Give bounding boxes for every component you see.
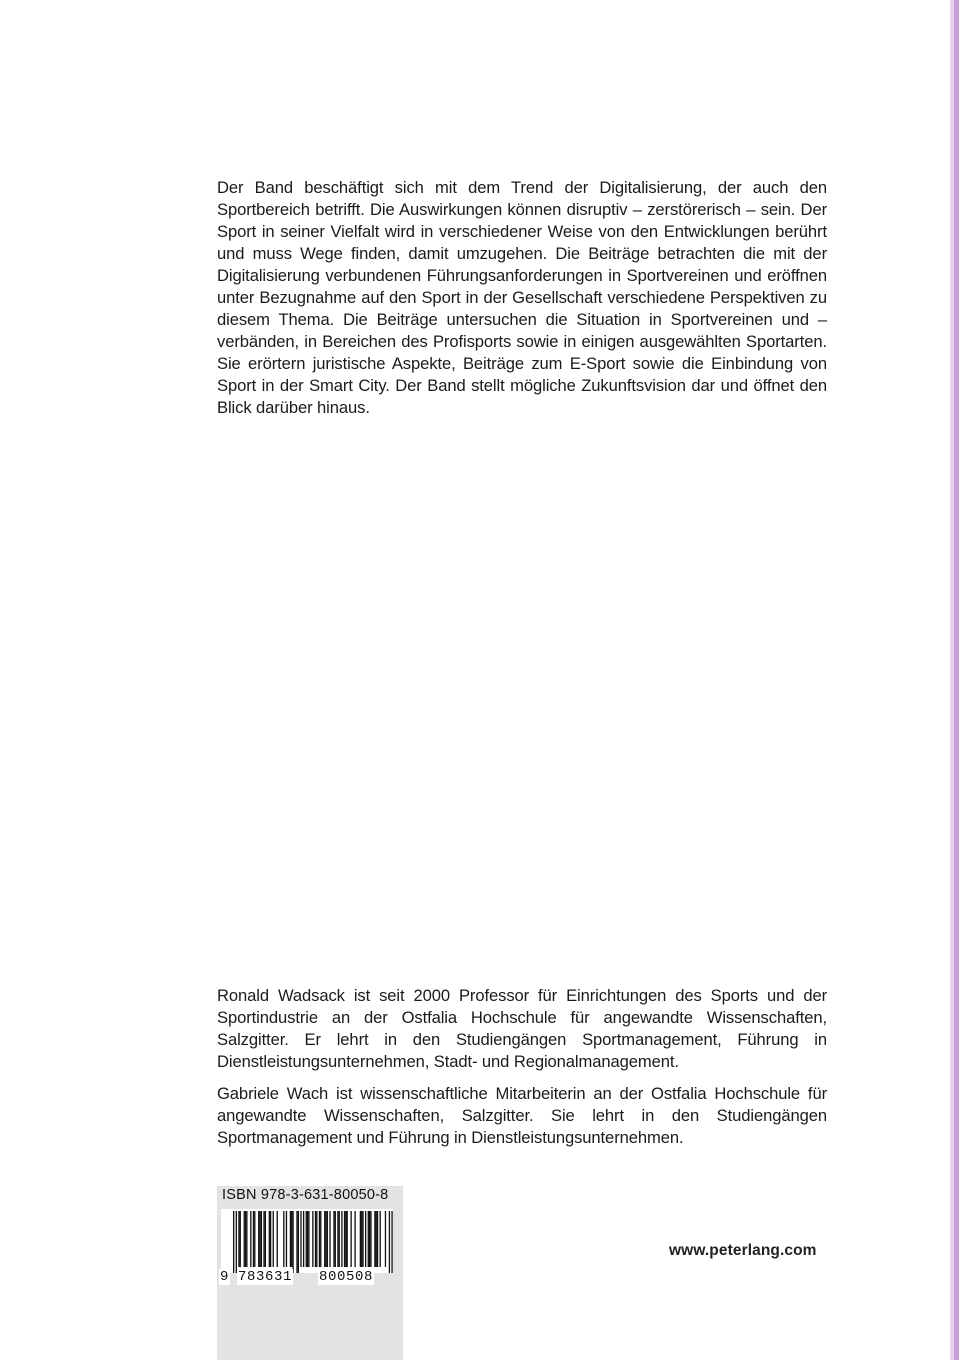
edge-color-strip — [950, 0, 959, 1360]
publisher-website[interactable]: www.peterlang.com — [669, 1242, 817, 1259]
barcode-bar — [370, 1211, 371, 1267]
barcode-first-digit: 9 — [220, 1269, 230, 1285]
barcode-digits-right: 800508 — [319, 1269, 374, 1285]
barcode-bar — [365, 1211, 366, 1267]
author-bio-wach — [217, 1083, 827, 1149]
barcode-bar — [341, 1211, 342, 1267]
barcode-bar — [238, 1211, 239, 1267]
barcode-bar — [265, 1211, 266, 1267]
barcode-bar — [246, 1211, 247, 1267]
barcode-bar — [263, 1211, 264, 1267]
barcode-bar — [273, 1211, 274, 1267]
barcode-bar — [377, 1211, 378, 1267]
barcode-bars — [221, 1209, 393, 1273]
barcode-bar — [259, 1211, 260, 1267]
barcode-bar — [254, 1211, 255, 1267]
barcode-bar — [374, 1211, 375, 1267]
barcode-bar — [240, 1211, 241, 1267]
isbn-label: ISBN 978-3-631-80050-8 — [222, 1187, 389, 1203]
author-bio-wadsack — [217, 985, 827, 1073]
barcode-bar — [236, 1211, 237, 1273]
barcode-bar — [350, 1211, 351, 1267]
barcode-bar — [389, 1211, 390, 1273]
barcode-bar — [361, 1211, 362, 1267]
barcode-bar — [290, 1211, 291, 1267]
barcode-bar — [369, 1211, 370, 1267]
barcode-bar — [337, 1211, 338, 1267]
barcode-bar — [291, 1211, 292, 1267]
barcode-bar — [269, 1211, 270, 1267]
barcode-bar — [253, 1211, 254, 1267]
barcode-bar — [329, 1211, 330, 1267]
barcode-bar — [270, 1211, 271, 1267]
barcode-bar — [250, 1211, 251, 1267]
barcode-bar — [362, 1211, 363, 1267]
book-description — [217, 177, 827, 419]
barcode-bar — [316, 1211, 317, 1267]
barcode-bar — [333, 1211, 334, 1267]
barcode-bar — [244, 1211, 245, 1267]
barcode-bar — [245, 1211, 246, 1267]
barcode-bar — [324, 1211, 325, 1267]
barcode-bar — [380, 1211, 381, 1267]
barcode-bar — [345, 1211, 346, 1267]
barcode-bar — [308, 1211, 309, 1267]
description-paragraph: Der Band beschäftigt sich mit dem Trend der Digitalisierung, der auch den Sportbereich betrifft. Die Auswirkungen können disruptiv – zerstörerisch – sein. Der Sport in seiner Vielfalt wird in verschiedener Weise von den Entwicklungen berührt und muss Wege finden, damit umzugehen. Die Beiträge betrachten die mit der Digitalisierung verbundenen Führungsanforderungen in Sportvereinen und eröffnen unter Bezugnahme auf den Sport in der Gesellschaft verschiedene Perspektiven zu diesem Thema. Die Beiträge untersuchen die Situation in Sportvereinen und –verbänden, in Bereichen des Profisports sowie in einigen ausgewählten Sportarten. Sie erörtern juristische Aspekte, Beiträge zum E-Sport sowie die Einbindung von Sport in der Smart City. Der Band stellt mögliche Zukunftsvision dar und öffnet den Blick darüber hinaus. — [217, 178, 827, 417]
barcode-bar — [233, 1211, 234, 1273]
barcode-bar — [347, 1211, 348, 1267]
bio-paragraph: Ronald Wadsack ist seit 2000 Professor für Einrichtungen des Sports und der Sportindustrie an der Ostfalia Hochschule für angewandte Wissenschaften, Salzgitter. Er lehrt in den Studiengängen Sportmanagement, Führung in Dienstleistungsunternehmen, Stadt- und Regionalmanagement. — [217, 986, 827, 1071]
barcode-bar — [306, 1211, 307, 1267]
barcode-bar — [312, 1211, 313, 1267]
barcode-bar — [307, 1211, 308, 1267]
barcode-bar — [354, 1211, 355, 1267]
barcode-bar — [344, 1211, 345, 1267]
barcode-bar — [360, 1211, 361, 1267]
barcode — [220, 1209, 393, 1285]
barcode-bar — [319, 1211, 320, 1267]
barcode-bar — [385, 1211, 386, 1267]
barcode-bar — [283, 1211, 284, 1267]
barcode-bar — [296, 1211, 297, 1273]
barcode-bar — [391, 1211, 392, 1273]
barcode-bar — [368, 1211, 369, 1267]
barcode-bar — [339, 1211, 340, 1267]
barcode-bar — [258, 1211, 259, 1267]
barcode-bar — [376, 1211, 377, 1267]
barcode-digits-left: 783631 — [238, 1269, 293, 1285]
barcode-bar — [286, 1211, 287, 1267]
barcode-bar — [327, 1211, 328, 1267]
bio-paragraph: Gabriele Wach ist wissenschaftliche Mitarbeiterin an der Ostfalia Hochschule für angewandte Wissenschaften, Salzgitter. Sie lehrt in den Studiengängen Sportmanagement und Führung in Dienstleistungsunternehmen. — [217, 1084, 827, 1147]
isbn-box — [217, 1186, 403, 1360]
barcode-bar — [292, 1211, 293, 1273]
barcode-bar — [335, 1211, 336, 1267]
barcode-bar — [303, 1211, 304, 1267]
barcode-bar — [300, 1211, 301, 1267]
barcode-bar — [298, 1211, 299, 1273]
barcode-bar — [325, 1211, 326, 1267]
barcode-bar — [277, 1211, 278, 1267]
barcode-bar — [320, 1211, 321, 1267]
barcode-bar — [261, 1211, 262, 1267]
barcode-bar — [315, 1211, 316, 1267]
